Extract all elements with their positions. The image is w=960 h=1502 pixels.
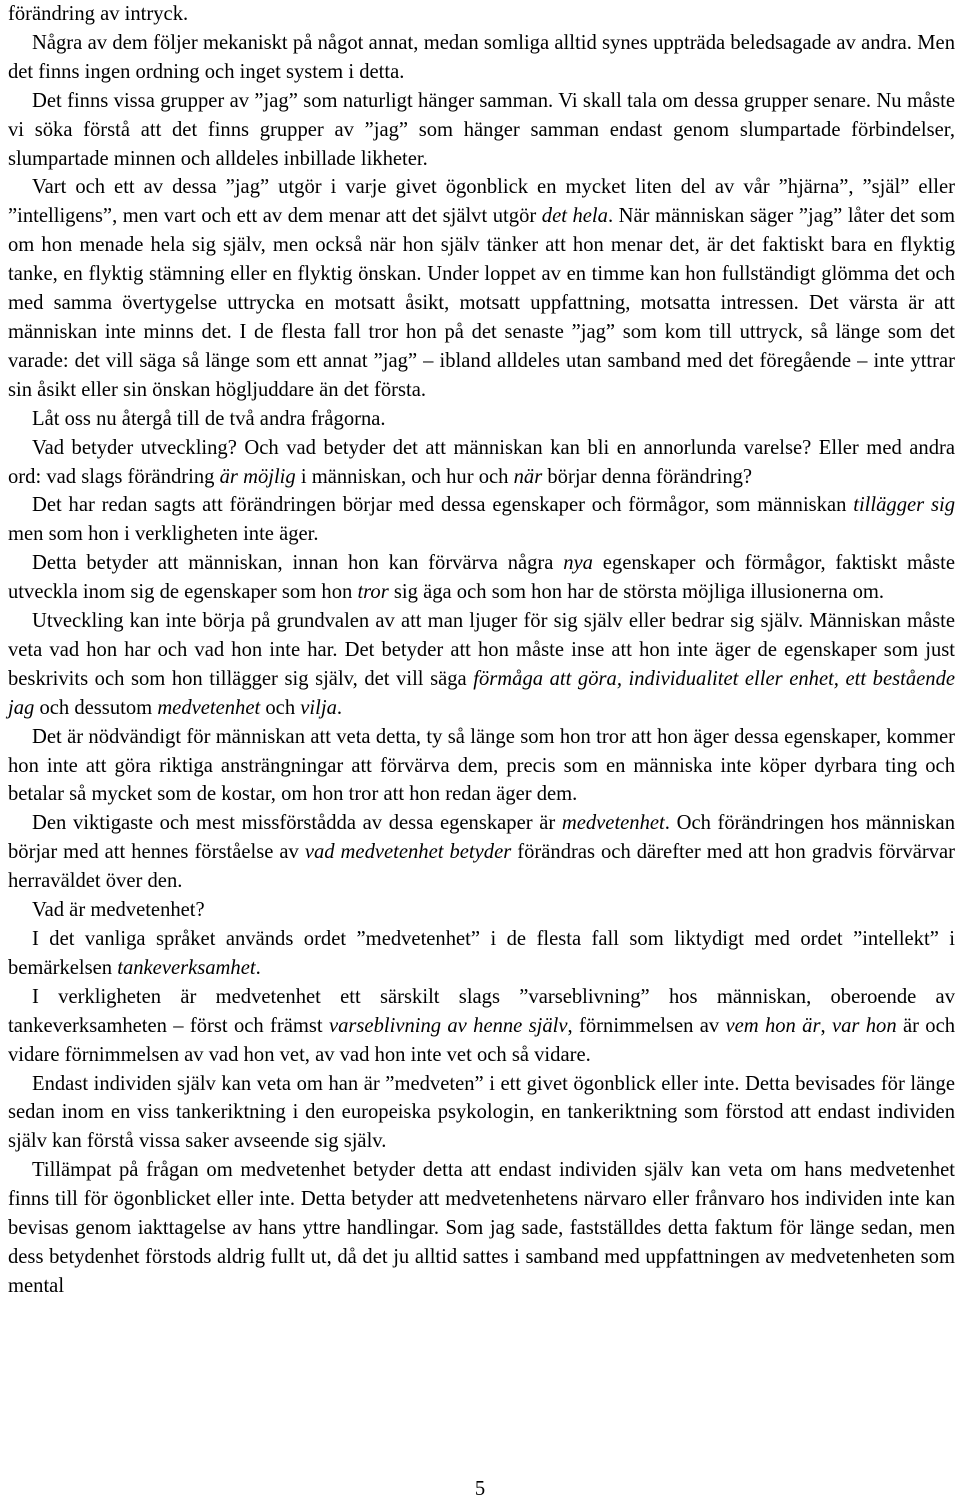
emphasized-text: vilja bbox=[300, 696, 337, 719]
emphasized-text: det hela bbox=[541, 205, 608, 228]
text-run: , förnimmelsen av bbox=[567, 1014, 726, 1037]
text-run: förändras och därefter med att hon gradvis förvärvar herraväldet över den. bbox=[8, 841, 955, 893]
paragraph bbox=[8, 434, 955, 492]
text-run: är och vidare förnimmelsen av vad hon vet, av vad hon inte vet och så vidare. bbox=[8, 1014, 956, 1066]
text-run: Den viktigaste och mest missförstådda av dessa egenskaper är bbox=[32, 812, 562, 835]
paragraph bbox=[8, 607, 955, 723]
emphasized-text: varseblivning av henne själv bbox=[328, 1014, 568, 1037]
text-run: i människan, och hur och bbox=[295, 465, 514, 488]
text-run: Vad betyder utveckling? Och vad betyder det att människan kan bli en annorlunda varelse? Eller med andra ord: vad slags förändring bbox=[8, 436, 955, 488]
text-run: Låt oss nu återgå till de två andra frågorna. bbox=[32, 407, 386, 430]
text-run: egenskaper och förmågor, faktiskt måste utveckla inom sig de egenskaper som hon bbox=[8, 552, 956, 604]
document-body bbox=[8, 0, 955, 1301]
emphasized-text: tankeverksamhet bbox=[117, 956, 256, 979]
text-run: Det finns vissa grupper av ”jag” som naturligt hänger samman. Vi skall tala om dessa grupper senare. Nu måste vi söka förstå att det finns grupper av ”jag” som hänger samman endast genom slumpartade förbindelser, slumpartade minnen och alldeles inbillade likheter. bbox=[8, 89, 955, 170]
text-run: . bbox=[255, 956, 261, 979]
text-run: Vad är medvetenhet? bbox=[32, 899, 205, 922]
emphasized-text: nya bbox=[563, 552, 593, 575]
emphasized-text: vem hon är bbox=[725, 1014, 821, 1037]
paragraph bbox=[8, 173, 955, 404]
text-run: börjar denna förändring? bbox=[542, 465, 753, 488]
paragraph bbox=[8, 491, 955, 549]
emphasized-text: tror bbox=[357, 581, 389, 604]
text-run: Några av dem följer mekaniskt på något annat, medan somliga alltid synes uppträda beledsagade av andra. Men det finns ingen ordning och inget system i detta. bbox=[8, 31, 955, 83]
text-run: Detta betyder att människan, innan hon kan förvärva några bbox=[32, 552, 564, 575]
paragraph bbox=[8, 29, 955, 87]
emphasized-text: när bbox=[513, 465, 543, 488]
text-run: Tillämpat på frågan om medvetenhet betyder detta att endast individen själv kan veta om hans medvetenhet finns till för ögonblicket eller inte. Detta betyder att medvetenhetens närvaro eller frånvaro hos individen inte kan bevisas genom iakttagelse av hans yttre handlingar. Som jag sade, fastställdes detta faktum för länge sedan, men dess betydenhet förstods aldrig fullt ut, då det ju alltid sattes i samband med uppfattningen av medvetenheten som mental bbox=[8, 1159, 955, 1297]
paragraph bbox=[8, 896, 955, 925]
text-run: Det är nödvändigt för människan att veta detta, ty så länge som hon tror att hon äger dessa egenskaper, kommer hon inte att göra riktiga ansträngningar att förvärva dem, precis som en människa inte köper dyrbara ting och betalar så mycket som de kostar, om hon tror att hon redan äger dem. bbox=[8, 725, 955, 806]
text-run: I det vanliga språket används ordet ”medvetenhet” i de flesta fall som liktydigt med ordet ”intellekt” i bemärkelsen bbox=[8, 928, 955, 979]
paragraph bbox=[8, 405, 955, 434]
text-run: . Och förändringen hos människan börjar med att hennes förståelse av bbox=[8, 812, 955, 864]
text-run: Vart och ett av dessa ”jag” utgör i varje givet ögonblick en mycket liten del av vår ”hjärna”, ”själ” eller ”intelligens”, men vart och ett av dem menar att det självt utgör bbox=[8, 176, 955, 228]
text-run: Utveckling kan inte börja på grundvalen av att man ljuger för sig själv eller bedrar sig själv. Människan måste veta vad hon har och vad hon inte har. Det betyder att hon måste inse att hon inte äger de egenskaper som just beskrivits och som hon tillägger sig själv, det vill säga bbox=[8, 610, 955, 690]
paragraph bbox=[8, 1156, 955, 1301]
text-run: sig äga och som hon har de största möjliga illusionerna om. bbox=[388, 581, 885, 604]
paragraph bbox=[8, 549, 955, 607]
paragraph bbox=[8, 1070, 955, 1157]
emphasized-text: var hon bbox=[831, 1014, 897, 1037]
paragraph bbox=[8, 983, 955, 1070]
paragraph bbox=[8, 925, 955, 983]
text-run: I verkligheten är medvetenhet ett särskilt slags ”varseblivning” hos människan, oberoende av tankeverksamheten – först och främst bbox=[8, 985, 955, 1037]
text-run: . När människan säger ”jag” låter det som om hon menade hela sig själv, men också när hon själv tänker att hon menar det, är det faktiskt bara en flyktig tanke, en flyktig stämning eller en flyktig önskan. Under loppet av en timme kan hon fullständigt glömma det och med samma övertygelse uttrycka en motsatt åsikt, motsatt uppfattning, motsatta intressen. Det värsta är att människan inte minns det. I de flesta fall tror hon på det senaste ”jag” som kom till uttryck, så länge som det varade: det vill säga så länge som ett annat ”jag” – ibland alldeles utan samband med det föregående – inte yttrar sin åsikt eller sin önskan högljuddare än det första. bbox=[8, 205, 955, 401]
text-run: förändring av intryck. bbox=[8, 3, 189, 25]
text-run: men som hon i verkligheten inte äger. bbox=[8, 523, 319, 546]
emphasized-text: förmåga att göra, individualitet eller enhet, ett bestående jag bbox=[8, 667, 956, 719]
text-run: Det har redan sagts att förändringen börjar med dessa egenskaper och förmågor, som människan bbox=[32, 494, 854, 517]
emphasized-text: medvetenhet bbox=[157, 696, 261, 719]
emphasized-text: medvetenhet bbox=[561, 812, 665, 835]
emphasized-text: vad medvetenhet betyder bbox=[304, 841, 512, 864]
paragraph bbox=[8, 809, 955, 896]
paragraph bbox=[8, 723, 955, 810]
text-run: Endast individen själv kan veta om han är ”medveten” i ett givet ögonblick eller inte. Detta bevisades för länge sedan inom en viss tankeriktning i den europeiska psykologin, en tankeriktning som förstod att endast individen själv kan förstå vissa saker avseende sig själv. bbox=[8, 1072, 955, 1153]
emphasized-text: är möjlig bbox=[219, 465, 296, 488]
text-run: och dessutom bbox=[34, 696, 158, 719]
text-run: , bbox=[820, 1014, 832, 1037]
text-run: och bbox=[260, 696, 301, 719]
text-run: . bbox=[336, 696, 343, 719]
page-number: 5 bbox=[474, 1478, 486, 1500]
paragraph bbox=[8, 0, 955, 29]
paragraph bbox=[8, 87, 955, 174]
emphasized-text: tillägger sig bbox=[853, 494, 955, 517]
